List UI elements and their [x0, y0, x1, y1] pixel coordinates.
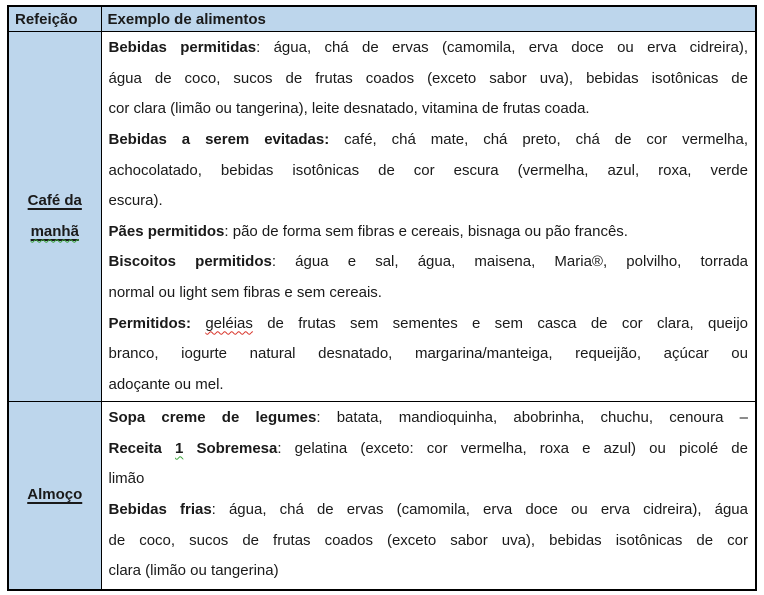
text-line — [109, 309, 749, 340]
text-run: clara (limão ou tangerina) — [108, 562, 279, 580]
table-row — [8, 32, 756, 402]
text-line — [109, 278, 749, 309]
text-run: Bebidas frias — [108, 500, 212, 518]
text-run: Bebidas a serem evitadas: — [108, 130, 330, 148]
text-run: Almoço — [27, 486, 83, 504]
text-run: Bebidas permitidas — [108, 39, 257, 56]
paragraph — [109, 309, 749, 401]
table-row — [8, 402, 756, 591]
text-run: adoçante ou mel. — [108, 375, 224, 393]
text-run: Permitidos: — [108, 314, 192, 332]
text-run: : água, chá de ervas (camomila, erva doce ou erva cidreira), — [256, 39, 748, 56]
meal-label — [27, 486, 82, 503]
paragraph — [109, 125, 749, 217]
text-line — [109, 33, 749, 64]
text-line — [109, 64, 749, 95]
text-run: Biscoitos permitidos — [108, 253, 272, 271]
text-run: geléias — [205, 314, 253, 332]
meal-plan-table — [7, 5, 757, 591]
text-run: manhã — [30, 222, 79, 240]
meal-cell — [8, 32, 101, 402]
text-line — [109, 526, 749, 557]
text-run: branco, iogurte natural desnatado, margarina/manteiga, requeijão, açúcar ou — [108, 345, 748, 363]
paragraph — [109, 247, 749, 308]
meal-cell — [8, 402, 101, 591]
text-line — [109, 495, 749, 526]
text-line — [109, 217, 749, 248]
header-cell-exemplo: Exemplo de alimentos — [101, 6, 756, 32]
text-run: de coco, sucos de frutas coados (exceto sabor uva), bebidas isotônicas de cor — [108, 531, 748, 549]
text-run: : batata, mandioquinha, abobrinha, chuchu, cenoura – — [316, 409, 748, 426]
paragraph — [109, 33, 749, 125]
text-run: Café da — [27, 191, 82, 209]
foods-cell — [101, 402, 756, 591]
text-run: café, chá mate, chá preto, chá de cor vermelha, — [329, 130, 748, 148]
text-line — [109, 247, 749, 278]
text-line — [109, 464, 749, 495]
text-run: : água, chá de ervas (camomila, erva doce ou erva cidreira), água — [211, 500, 748, 518]
paragraph — [109, 403, 749, 495]
text-run: 1 — [175, 439, 184, 457]
text-run: água de coco, sucos de frutas coados (exceto sabor uva), bebidas isotônicas de — [108, 69, 748, 87]
text-line — [109, 339, 749, 370]
foods-cell — [101, 32, 756, 402]
text-run: : pão de forma sem fibras e cereais, bisnaga ou pão francês. — [224, 222, 628, 240]
text-run: : gelatina (exceto: cor vermelha, roxa e azul) ou picolé de — [277, 439, 748, 457]
meal-table-body — [8, 32, 756, 591]
text-run: Sopa creme de legumes — [108, 409, 317, 426]
text-line — [109, 403, 749, 434]
text-line — [109, 370, 749, 401]
text-run: cor clara (limão ou tangerina), leite desnatado, vitamina de frutas coada. — [108, 100, 590, 118]
text-line — [109, 556, 749, 587]
text-run: : água e sal, água, maisena, Maria®, polvilho, torrada — [271, 253, 749, 271]
text-run: Receita — [108, 439, 175, 457]
paragraph — [109, 217, 749, 248]
text-line — [109, 434, 749, 465]
text-line — [109, 125, 749, 156]
text-run: de frutas sem sementes e sem casca de cor clara, queijo — [252, 314, 749, 332]
text-run: achocolatado, bebidas isotônicas de cor escura (vermelha, azul, roxa, verde — [108, 161, 748, 179]
meal-label — [28, 192, 82, 240]
text-run: normal ou light sem fibras e sem cereais. — [108, 284, 382, 301]
text-line — [109, 94, 749, 125]
text-run: escura). — [108, 192, 163, 210]
header-cell-refeicao: Refeição — [8, 6, 101, 32]
text-run: limão — [108, 470, 145, 488]
text-line — [109, 156, 749, 187]
text-line — [109, 186, 749, 217]
text-run: Pães permitidos — [108, 222, 225, 240]
text-run — [191, 315, 205, 332]
paragraph — [109, 495, 749, 587]
header-row — [8, 6, 756, 32]
text-run: Sobremesa — [183, 439, 278, 457]
